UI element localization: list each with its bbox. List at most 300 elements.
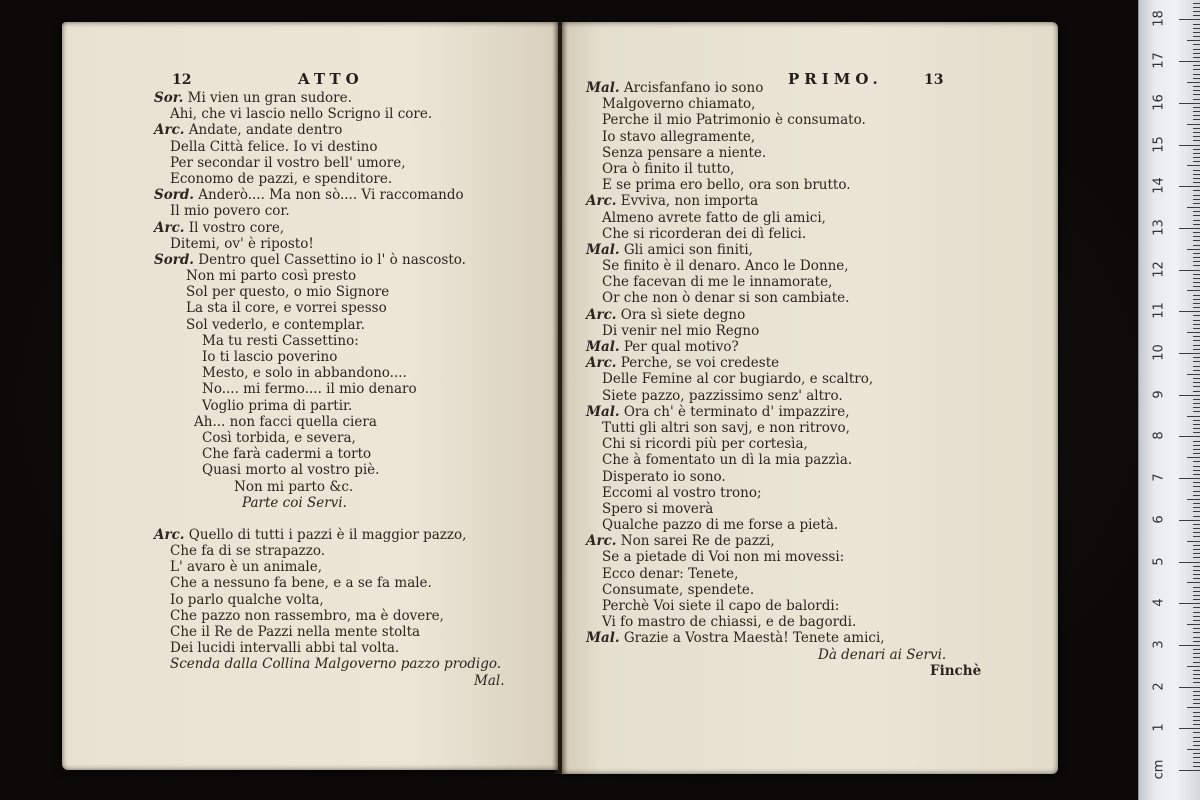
ruler-tick bbox=[1193, 295, 1200, 296]
ruler-tick bbox=[1193, 153, 1200, 154]
ruler-label: 2 bbox=[1151, 681, 1167, 691]
ruler-tick bbox=[1187, 374, 1200, 375]
ruler-tick bbox=[1179, 395, 1200, 396]
ruler-tick bbox=[1179, 603, 1200, 604]
ruler-tick bbox=[1193, 240, 1200, 241]
text-line bbox=[586, 193, 981, 209]
ruler-label: 4 bbox=[1151, 598, 1167, 607]
verse-text: Spero si moverà bbox=[602, 500, 714, 517]
ruler-tick bbox=[1193, 24, 1200, 25]
verse-text: Perche il mio Patrimonio è consumato. bbox=[602, 112, 866, 129]
verse-text: Delle Femine al cor bugiardo, e scaltro, bbox=[602, 371, 874, 388]
ruler-tick bbox=[1193, 757, 1200, 758]
ruler-label: 15 bbox=[1151, 135, 1167, 153]
ruler-label: 18 bbox=[1151, 10, 1167, 28]
ruler-tick bbox=[1193, 74, 1200, 75]
ruler-tick bbox=[1187, 624, 1200, 625]
verse-text: Il vostro core, bbox=[184, 219, 285, 236]
ruler-tick bbox=[1193, 449, 1200, 450]
left-page-text bbox=[154, 90, 504, 689]
ruler-tick bbox=[1193, 607, 1200, 608]
ruler-tick bbox=[1193, 653, 1200, 654]
ruler-tick bbox=[1193, 324, 1200, 325]
text-line bbox=[154, 236, 504, 252]
verse-text: No.... mi fermo.... il mio denaro bbox=[202, 381, 417, 398]
text-line bbox=[154, 203, 504, 219]
text-line bbox=[154, 220, 504, 236]
ruler-tick bbox=[1193, 407, 1200, 408]
ruler-tick bbox=[1193, 524, 1200, 525]
verse-text: Or che non ò denar si son cambiate. bbox=[602, 290, 850, 307]
ruler-tick bbox=[1193, 232, 1200, 233]
ruler-tick bbox=[1193, 649, 1200, 650]
verse-text: Mi vien un gran sudore. bbox=[183, 90, 352, 106]
ruler-tick bbox=[1179, 186, 1200, 187]
book-gutter bbox=[552, 22, 568, 774]
text-line bbox=[586, 598, 981, 614]
ruler-tick bbox=[1179, 770, 1200, 771]
ruler-tick bbox=[1193, 724, 1200, 725]
ruler-tick bbox=[1193, 762, 1200, 763]
text-line bbox=[586, 388, 981, 404]
ruler-tick bbox=[1193, 741, 1200, 742]
verse-text: Ditemi, ov' è riposto! bbox=[170, 235, 314, 252]
ruler-tick bbox=[1193, 357, 1200, 358]
speaker-label: Mal. bbox=[586, 80, 620, 96]
ruler-tick bbox=[1193, 386, 1200, 387]
ruler-label: 9 bbox=[1151, 390, 1167, 399]
speaker-label: Arc. bbox=[154, 526, 185, 543]
ruler-tick bbox=[1179, 145, 1200, 146]
speaker-label: Arc. bbox=[586, 355, 617, 372]
ruler-tick bbox=[1193, 265, 1200, 266]
speaker-label: Arc. bbox=[586, 193, 617, 210]
ruler-tick bbox=[1193, 766, 1200, 767]
text-line bbox=[154, 171, 504, 187]
ruler-tick bbox=[1179, 436, 1200, 437]
text-line bbox=[154, 414, 504, 430]
ruler-tick bbox=[1193, 495, 1200, 496]
ruler-tick bbox=[1193, 745, 1200, 746]
ruler-tick bbox=[1193, 432, 1200, 433]
ruler-label: 8 bbox=[1151, 431, 1167, 441]
text-line bbox=[154, 90, 504, 106]
verse-text: E se prima ero bello, ora son brutto. bbox=[602, 177, 851, 194]
ruler-tick bbox=[1187, 40, 1200, 41]
verse-text: Io stavo allegramente, bbox=[602, 128, 756, 145]
ruler-tick bbox=[1193, 549, 1200, 550]
ruler-tick bbox=[1193, 211, 1200, 212]
text-line bbox=[586, 242, 981, 258]
ruler-label: 3 bbox=[1151, 640, 1167, 649]
verse-text: Che pazzo non rassembro, ma è dovere, bbox=[170, 607, 444, 624]
verse-text: Che si ricorderan dei dì felici. bbox=[602, 225, 807, 242]
ruler-tick bbox=[1193, 637, 1200, 638]
text-line bbox=[586, 663, 981, 679]
ruler-tick bbox=[1193, 732, 1200, 733]
verse-text: Quello di tutti i pazzi è il maggior pazzo, bbox=[184, 526, 467, 543]
ruler-label: cm bbox=[1151, 759, 1167, 780]
ruler-tick bbox=[1193, 420, 1200, 421]
ruler-tick bbox=[1179, 562, 1200, 563]
ruler-tick bbox=[1179, 228, 1200, 229]
right-page-text bbox=[586, 80, 981, 679]
verse-text: Mesto, e solo in abbandono.... bbox=[202, 365, 407, 382]
text-line bbox=[154, 673, 504, 689]
ruler-tick bbox=[1193, 90, 1200, 91]
verse-text: Arcisfanfano io sono bbox=[619, 80, 764, 96]
text-line bbox=[586, 630, 981, 646]
verse-text: La sta il core, e vorrei spesso bbox=[186, 300, 387, 317]
text-line bbox=[154, 122, 504, 138]
verse-text: Io parlo qualche volta, bbox=[170, 591, 324, 608]
verse-text: Ahi, che vi lascio nello Scrigno il core. bbox=[170, 106, 433, 123]
ruler-tick bbox=[1179, 645, 1200, 646]
ruler-tick bbox=[1193, 53, 1200, 54]
left-page-number: 12 bbox=[172, 72, 192, 88]
verse-text: Che fa di se strapazzo. bbox=[170, 543, 326, 560]
ruler-tick bbox=[1193, 119, 1200, 120]
ruler-tick bbox=[1193, 107, 1200, 108]
verse-text: Così torbida, e severa, bbox=[202, 429, 356, 446]
text-line bbox=[154, 640, 504, 656]
ruler-tick bbox=[1193, 178, 1200, 179]
ruler-tick bbox=[1193, 628, 1200, 629]
verse-text: Di venir nel mio Regno bbox=[602, 322, 760, 339]
ruler-tick bbox=[1193, 282, 1200, 283]
ruler-tick bbox=[1193, 503, 1200, 504]
ruler-tick bbox=[1193, 69, 1200, 70]
ruler-tick bbox=[1193, 695, 1200, 696]
ruler-tick bbox=[1193, 486, 1200, 487]
ruler-tick bbox=[1193, 15, 1200, 16]
verse-text: Per secondar il vostro bell' umore, bbox=[170, 154, 406, 171]
verse-text: Quasi morto al vostro piè. bbox=[202, 462, 380, 479]
ruler-tick bbox=[1193, 670, 1200, 671]
ruler-tick bbox=[1179, 311, 1200, 312]
text-line bbox=[154, 187, 504, 203]
text-line bbox=[154, 575, 504, 591]
text-line bbox=[154, 381, 504, 397]
verse-text: Che a nessuno fa bene, e a se fa male. bbox=[170, 575, 432, 592]
ruler-tick bbox=[1193, 532, 1200, 533]
ruler-label: 7 bbox=[1151, 473, 1167, 482]
ruler-label: 11 bbox=[1151, 302, 1167, 320]
text-line bbox=[154, 462, 504, 478]
ruler-label: 12 bbox=[1151, 260, 1167, 278]
text-line bbox=[586, 290, 981, 306]
verse-text: Sol vederlo, e contemplar. bbox=[186, 316, 365, 333]
verse-text: Grazie a Vostra Maestà! Tenete amici, bbox=[619, 630, 885, 647]
right-page-number: 13 bbox=[924, 72, 944, 88]
verse-text: Dentro quel Cassettino io l' ò nascosto. bbox=[194, 251, 466, 268]
ruler-tick bbox=[1193, 361, 1200, 362]
speaker-label: Arc. bbox=[154, 219, 185, 236]
right-page bbox=[562, 22, 1058, 774]
ruler-tick bbox=[1193, 345, 1200, 346]
stage-direction: Parte coi Servi. bbox=[242, 494, 347, 511]
text-line bbox=[154, 543, 504, 559]
ruler-label: 5 bbox=[1151, 556, 1167, 566]
ruler-tick bbox=[1187, 332, 1200, 333]
verse-text: Malgoverno chiamato, bbox=[602, 96, 756, 113]
ruler-label: 13 bbox=[1151, 219, 1167, 236]
ruler-label: 10 bbox=[1151, 344, 1167, 361]
ruler-tick bbox=[1193, 140, 1200, 141]
ruler-tick bbox=[1187, 749, 1200, 750]
verse-text: Anderò.... Ma non sò.... Vi raccomando bbox=[194, 187, 464, 204]
ruler-tick bbox=[1193, 453, 1200, 454]
verse-text: L' avaro è un animale, bbox=[170, 559, 323, 576]
ruler-tick bbox=[1193, 578, 1200, 579]
verse-text: Almeno avrete fatto de gli amici, bbox=[602, 209, 826, 226]
ruler-tick bbox=[1193, 678, 1200, 679]
ruler-tick bbox=[1193, 161, 1200, 162]
ruler-tick bbox=[1193, 3, 1200, 4]
verse-text: Ah... non facci quella ciera bbox=[194, 413, 377, 430]
ruler-tick bbox=[1193, 528, 1200, 529]
ruler-tick bbox=[1187, 290, 1200, 291]
verse-text: Per qual motivo? bbox=[619, 339, 739, 355]
ruler-tick bbox=[1193, 199, 1200, 200]
ruler-tick bbox=[1193, 587, 1200, 588]
left-running-head: ATTO bbox=[298, 70, 364, 88]
ruler-tick bbox=[1193, 403, 1200, 404]
verse-text: Se finito è il denaro. Anco le Donne, bbox=[602, 258, 849, 275]
text-line bbox=[154, 608, 504, 624]
speaker-label: Arc. bbox=[586, 533, 617, 550]
verse-text: Economo de pazzi, e spenditore. bbox=[170, 170, 393, 187]
ruler-tick bbox=[1193, 78, 1200, 79]
ruler-tick bbox=[1193, 507, 1200, 508]
ruler-tick bbox=[1193, 570, 1200, 571]
verse-text: Ora ò finito il tutto, bbox=[602, 160, 735, 177]
text-line bbox=[586, 436, 981, 452]
ruler-tick bbox=[1193, 491, 1200, 492]
ruler-tick bbox=[1193, 566, 1200, 567]
verse-text: Gli amici son finiti, bbox=[619, 241, 753, 258]
ruler-tick bbox=[1193, 253, 1200, 254]
ruler-tick bbox=[1179, 19, 1200, 20]
verse-text: Evviva, non importa bbox=[616, 193, 759, 210]
stage-direction: Mal. bbox=[474, 672, 505, 689]
ruler-tick bbox=[1193, 44, 1200, 45]
text-line bbox=[586, 274, 981, 290]
ruler-tick bbox=[1193, 657, 1200, 658]
text-line bbox=[154, 317, 504, 333]
ruler-tick bbox=[1187, 666, 1200, 667]
ruler-tick bbox=[1193, 428, 1200, 429]
text-line bbox=[154, 592, 504, 608]
text-line bbox=[586, 226, 981, 242]
text-line bbox=[154, 155, 504, 171]
text-line bbox=[154, 365, 504, 381]
speaker-label: Arc. bbox=[586, 306, 617, 323]
ruler-tick bbox=[1193, 340, 1200, 341]
ruler-tick bbox=[1193, 632, 1200, 633]
verse-text: Consumate, spendete. bbox=[602, 581, 755, 598]
ruler-tick bbox=[1187, 457, 1200, 458]
text-line bbox=[154, 252, 504, 268]
verse-text: Chi si ricordi più per cortesìa, bbox=[602, 436, 808, 453]
text-line bbox=[586, 420, 981, 436]
ruler-tick bbox=[1193, 699, 1200, 700]
ruler-tick bbox=[1179, 478, 1200, 479]
stanza-gap bbox=[154, 511, 504, 527]
ruler-tick bbox=[1193, 149, 1200, 150]
ruler-tick bbox=[1193, 720, 1200, 721]
verse-text: Che il Re de Pazzi nella mente stolta bbox=[170, 624, 421, 640]
ruler-tick bbox=[1179, 687, 1200, 688]
ruler-tick bbox=[1193, 307, 1200, 308]
ruler-tick bbox=[1193, 682, 1200, 683]
verse-text: Della Città felice. Io vi destino bbox=[170, 138, 378, 155]
text-line bbox=[586, 307, 981, 323]
ruler-tick bbox=[1193, 336, 1200, 337]
text-line bbox=[154, 284, 504, 300]
text-line bbox=[586, 404, 981, 420]
speaker-label: Mal. bbox=[586, 241, 620, 258]
ruler-tick bbox=[1193, 170, 1200, 171]
ruler-tick bbox=[1179, 728, 1200, 729]
ruler-tick bbox=[1193, 482, 1200, 483]
ruler-tick bbox=[1193, 366, 1200, 367]
ruler-tick bbox=[1193, 286, 1200, 287]
ruler-tick bbox=[1187, 541, 1200, 542]
ruler-label: 17 bbox=[1151, 52, 1167, 69]
text-line bbox=[586, 533, 981, 549]
verse-text: Che facevan di me le innamorate, bbox=[602, 274, 833, 291]
ruler-tick bbox=[1193, 753, 1200, 754]
text-line bbox=[586, 161, 981, 177]
ruler-tick bbox=[1193, 516, 1200, 517]
ruler-tick bbox=[1193, 712, 1200, 713]
text-line bbox=[586, 112, 981, 128]
ruler-tick bbox=[1193, 261, 1200, 262]
text-line bbox=[586, 177, 981, 193]
text-line bbox=[586, 614, 981, 630]
text-line bbox=[586, 96, 981, 112]
ruler-tick bbox=[1179, 353, 1200, 354]
ruler-tick bbox=[1187, 416, 1200, 417]
ruler-tick bbox=[1193, 424, 1200, 425]
verse-text: Qualche pazzo di me forse a pietà. bbox=[602, 517, 839, 534]
text-line bbox=[154, 139, 504, 155]
ruler-tick bbox=[1179, 103, 1200, 104]
ruler-tick bbox=[1193, 157, 1200, 158]
text-line bbox=[154, 527, 504, 543]
text-line bbox=[154, 300, 504, 316]
measuring-ruler bbox=[1138, 0, 1200, 800]
verse-text: Sol per questo, o mio Signore bbox=[186, 284, 390, 301]
ruler-tick bbox=[1187, 249, 1200, 250]
text-line bbox=[154, 479, 504, 495]
text-line bbox=[586, 129, 981, 145]
text-line bbox=[154, 495, 504, 511]
verse-text: Non mi parto così presto bbox=[186, 268, 357, 285]
verse-text: Perche, se voi credeste bbox=[616, 355, 780, 372]
ruler-tick bbox=[1193, 641, 1200, 642]
ruler-tick bbox=[1193, 94, 1200, 95]
verse-text: Non sarei Re de pazzi, bbox=[616, 533, 775, 550]
ruler-label: 1 bbox=[1151, 723, 1167, 732]
ruler-tick bbox=[1193, 557, 1200, 558]
ruler-tick bbox=[1193, 245, 1200, 246]
text-line bbox=[586, 339, 981, 355]
text-line bbox=[586, 452, 981, 468]
ruler-tick bbox=[1193, 445, 1200, 446]
ruler-tick bbox=[1193, 7, 1200, 8]
text-line bbox=[586, 323, 981, 339]
text-line bbox=[154, 268, 504, 284]
ruler-tick bbox=[1193, 511, 1200, 512]
ruler-tick bbox=[1193, 174, 1200, 175]
ruler-tick bbox=[1193, 370, 1200, 371]
ruler-tick bbox=[1193, 28, 1200, 29]
text-line bbox=[586, 485, 981, 501]
speaker-label: Mal. bbox=[586, 403, 620, 420]
verse-text: Perchè Voi siete il capo de balordi: bbox=[602, 598, 840, 614]
speaker-label: Mal. bbox=[586, 630, 620, 647]
text-line bbox=[586, 566, 981, 582]
ruler-tick bbox=[1193, 616, 1200, 617]
ruler-tick bbox=[1193, 132, 1200, 133]
verse-text: Ecco denar: Tenete, bbox=[602, 565, 739, 582]
ruler-label: 14 bbox=[1151, 177, 1167, 194]
text-line bbox=[586, 501, 981, 517]
ruler-label: 6 bbox=[1151, 515, 1167, 524]
ruler-tick bbox=[1193, 545, 1200, 546]
text-line bbox=[154, 333, 504, 349]
ruler-tick bbox=[1187, 582, 1200, 583]
ruler-tick bbox=[1193, 274, 1200, 275]
ruler-tick bbox=[1187, 499, 1200, 500]
verse-text: Ma tu resti Cassettino: bbox=[202, 332, 359, 349]
text-line bbox=[586, 371, 981, 387]
ruler-tick bbox=[1193, 220, 1200, 221]
ruler-tick bbox=[1193, 49, 1200, 50]
ruler-tick bbox=[1193, 115, 1200, 116]
text-line bbox=[154, 446, 504, 462]
verse-text: Non mi parto &c. bbox=[234, 478, 354, 495]
ruler-tick bbox=[1193, 190, 1200, 191]
text-line bbox=[154, 349, 504, 365]
ruler-tick bbox=[1193, 441, 1200, 442]
ruler-tick bbox=[1193, 553, 1200, 554]
ruler-tick bbox=[1193, 111, 1200, 112]
verse-text: Finchè bbox=[930, 662, 982, 679]
ruler-tick bbox=[1193, 257, 1200, 258]
ruler-tick bbox=[1193, 574, 1200, 575]
speaker-label: Mal. bbox=[586, 339, 620, 355]
ruler-tick bbox=[1193, 182, 1200, 183]
text-line bbox=[154, 656, 504, 672]
text-line bbox=[586, 582, 981, 598]
verse-text: Io ti lascio poverino bbox=[202, 349, 338, 365]
ruler-tick bbox=[1193, 737, 1200, 738]
speaker-label: Arc. bbox=[154, 122, 185, 139]
ruler-tick bbox=[1193, 703, 1200, 704]
ruler-tick bbox=[1193, 57, 1200, 58]
text-line bbox=[586, 80, 981, 96]
ruler-tick bbox=[1187, 124, 1200, 125]
verse-text: Disperato io sono. bbox=[602, 468, 726, 485]
verse-text: Siete pazzo, pazzissimo senz' altro. bbox=[602, 387, 843, 404]
speaker-label: Sor. bbox=[154, 90, 184, 106]
ruler-tick bbox=[1193, 599, 1200, 600]
ruler-tick bbox=[1193, 11, 1200, 12]
verse-text: Ora sì siete degno bbox=[616, 306, 746, 323]
